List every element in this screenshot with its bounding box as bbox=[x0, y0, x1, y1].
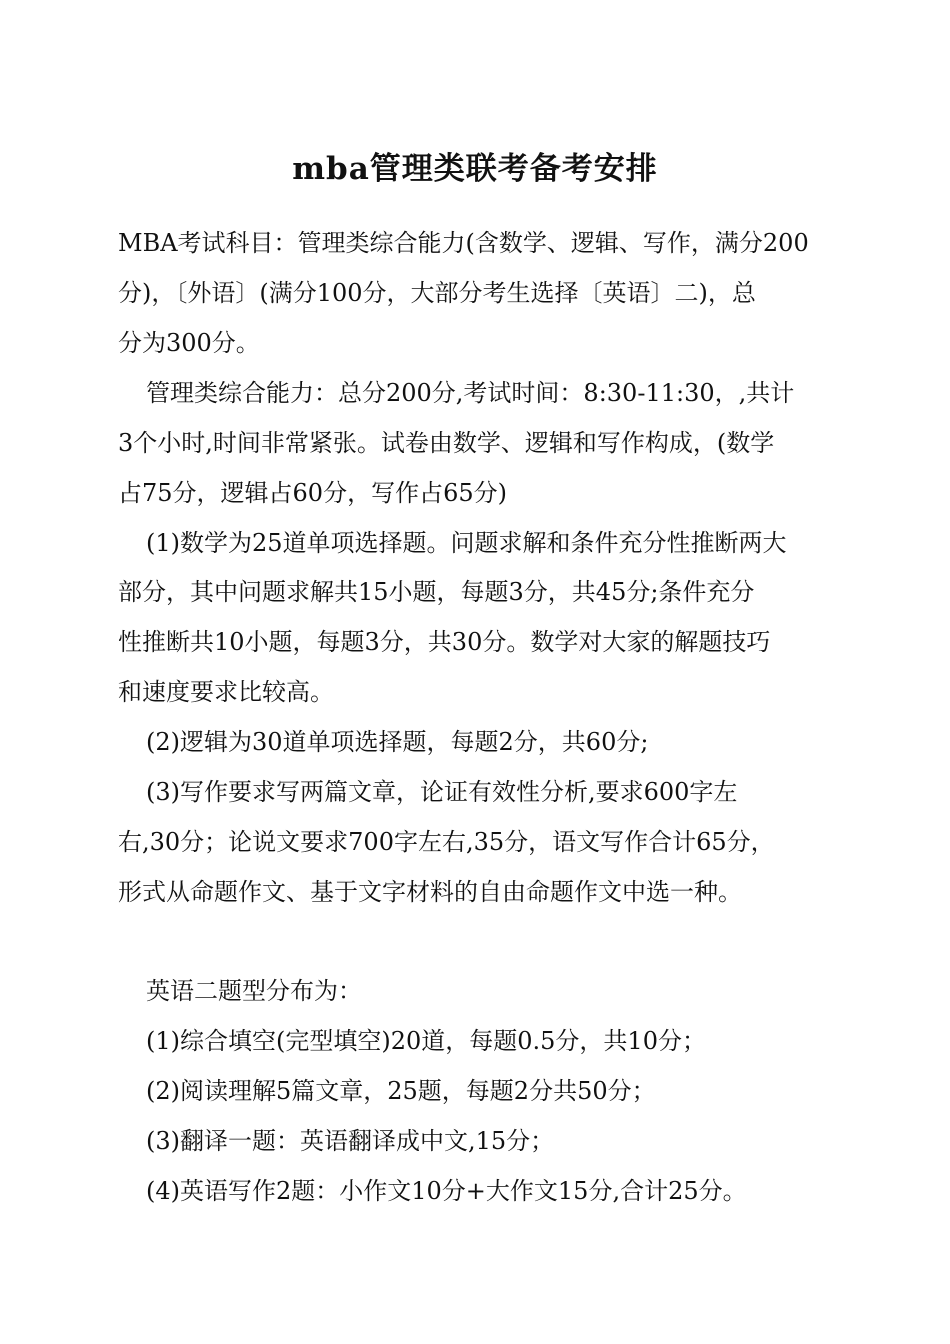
paragraph-math-line-4: 和速度要求比较高。 bbox=[118, 678, 334, 706]
paragraph-english-item-3: (3)翻译一题：英语翻译成中文,15分； bbox=[146, 1127, 555, 1155]
paragraph-comprehensive-line-2: 3个小时,时间非常紧张。试卷由数学、逻辑和写作构成，(数学 bbox=[118, 429, 775, 457]
paragraph-writing-line-2: 右,30分；论说文要求700字左右,35分，语文写作合计65分， bbox=[118, 828, 775, 856]
paragraph-english-item-2: (2)阅读理解5篇文章，25题，每题2分共50分； bbox=[146, 1077, 656, 1105]
paragraph-math-line-3: 性推断共10小题，每题3分，共30分。数学对大家的解题技巧 bbox=[118, 628, 771, 656]
paragraph-english-item-4: (4)英语写作2题：小作文10分+大作文15分,合计25分。 bbox=[146, 1177, 747, 1205]
paragraph-math-line-1: (1)数学为25道单项选择题。问题求解和条件充分性推断两大 bbox=[146, 529, 787, 557]
paragraph-comprehensive-line-1: 管理类综合能力：总分200分,考试时间：8:30-11:30，,共计 bbox=[146, 379, 795, 407]
paragraph-logic: (2)逻辑为30道单项选择题，每题2分，共60分; bbox=[146, 728, 649, 756]
document-title: mba管理类联考备考安排 bbox=[292, 151, 658, 187]
paragraph-math-line-2: 部分，其中问题求解共15小题，每题3分，共45分;条件充分 bbox=[118, 578, 755, 606]
paragraph-writing-line-3: 形式从命题作文、基于文字材料的自由命题作文中选一种。 bbox=[118, 878, 742, 906]
paragraph-exam-subjects-line-3: 分为300分。 bbox=[118, 329, 260, 357]
paragraph-exam-subjects-line-2: 分)，〔外语〕(满分100分，大部分考生选择〔英语〕二)，总 bbox=[118, 279, 756, 307]
paragraph-writing-line-1: (3)写作要求写两篇文章，论证有效性分析,要求600字左 bbox=[146, 778, 738, 806]
paragraph-exam-subjects-line-1: MBA考试科目：管理类综合能力(含数学、逻辑、写作，满分200 bbox=[118, 229, 809, 257]
paragraph-english-item-1: (1)综合填空(完型填空)20道，每题0.5分，共10分； bbox=[146, 1027, 706, 1055]
paragraph-comprehensive-line-3: 占75分，逻辑占60分，写作占65分) bbox=[118, 479, 507, 507]
paragraph-english-heading: 英语二题型分布为： bbox=[146, 977, 362, 1005]
